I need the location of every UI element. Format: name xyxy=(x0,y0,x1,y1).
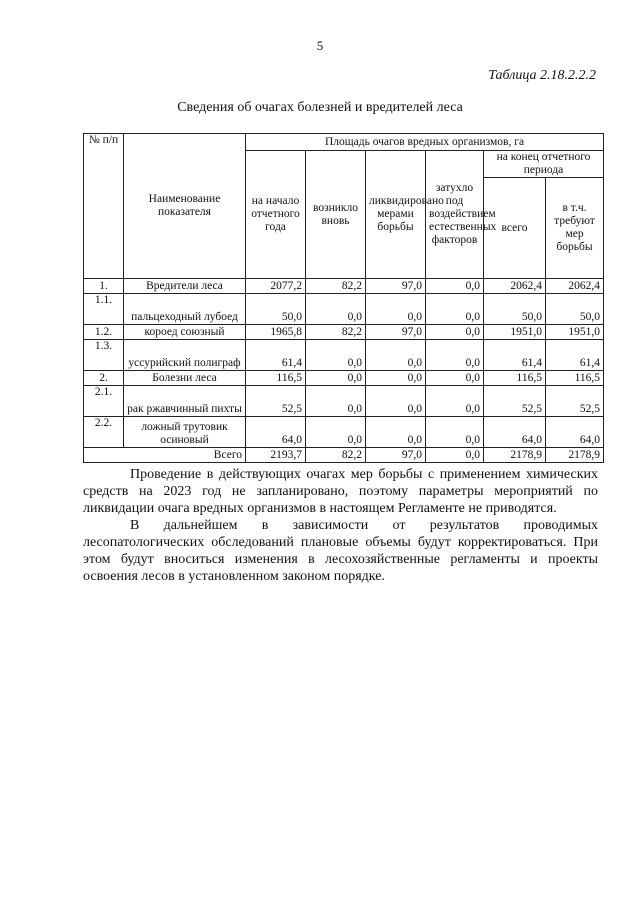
paragraph: В дальнейшем в зависимости от результатов проводимых лесопатологических обследований плановые объемы будут корректироваться. При этом будут вноситься изменения в лесохозяйственные регламенты и проекты освоения лесов в установленном законом порядке. xyxy=(83,518,598,584)
cell-natural: 0,0 xyxy=(426,417,484,448)
table-row xyxy=(84,340,604,371)
header-total: всего xyxy=(484,178,546,279)
row-num: 1.1. xyxy=(84,294,124,325)
row-num: 1.2. xyxy=(84,325,124,340)
cell-new: 82,2 xyxy=(306,448,366,463)
cell-natural: 0,0 xyxy=(426,325,484,340)
cell-eliminated: 0,0 xyxy=(366,417,426,448)
cell-start: 61,4 xyxy=(246,340,306,371)
row-num: 2.1. xyxy=(84,386,124,417)
cell-total: 50,0 xyxy=(484,294,546,325)
paragraph: Проведение в действующих очагах мер борьбы с применением химических средств на 2023 год не запланировано, поэтому параметры мероприятий по ликвидации очага вредных организмов в настоящем Регламенте не приводятся. xyxy=(83,467,598,516)
cell-eliminated: 0,0 xyxy=(366,294,426,325)
header-area: Площадь очагов вредных организмов, га xyxy=(246,134,604,151)
row-num: 1.3. xyxy=(84,340,124,371)
row-name: рак ржавчинный пихты xyxy=(124,386,246,417)
cell-natural: 0,0 xyxy=(426,294,484,325)
cell-total: 1951,0 xyxy=(484,325,546,340)
row-name: Болезни леса xyxy=(124,371,246,386)
header-num: № п/п xyxy=(84,134,124,279)
table-row xyxy=(84,279,604,294)
cell-total: 52,5 xyxy=(484,386,546,417)
page-number: 5 xyxy=(316,38,324,53)
cell-start: 116,5 xyxy=(246,371,306,386)
cell-natural: 0,0 xyxy=(426,448,484,463)
header-end-period: на конец отчетного периода xyxy=(484,151,604,178)
cell-eliminated: 0,0 xyxy=(366,340,426,371)
row-num: 2.2. xyxy=(84,417,124,448)
cell-natural: 0,0 xyxy=(426,371,484,386)
cell-requiring: 61,4 xyxy=(546,340,604,371)
cell-eliminated: 97,0 xyxy=(366,448,426,463)
cell-natural: 0,0 xyxy=(426,386,484,417)
cell-start: 50,0 xyxy=(246,294,306,325)
cell-new: 0,0 xyxy=(306,386,366,417)
cell-new: 0,0 xyxy=(306,340,366,371)
cell-start: 2077,2 xyxy=(246,279,306,294)
row-num: 1. xyxy=(84,279,124,294)
cell-start: 52,5 xyxy=(246,386,306,417)
cell-total: 116,5 xyxy=(484,371,546,386)
cell-total: 64,0 xyxy=(484,417,546,448)
row-name: ложный трутовик осиновый xyxy=(124,417,246,448)
row-num: 2. xyxy=(84,371,124,386)
cell-new: 82,2 xyxy=(306,279,366,294)
cell-start: 1965,8 xyxy=(246,325,306,340)
header-eliminated: ликвидировано мерами борьбы xyxy=(366,151,426,279)
cell-requiring: 52,5 xyxy=(546,386,604,417)
totals-row xyxy=(84,448,604,463)
cell-start: 64,0 xyxy=(246,417,306,448)
cell-requiring: 2062,4 xyxy=(546,279,604,294)
cell-requiring: 1951,0 xyxy=(546,325,604,340)
cell-natural: 0,0 xyxy=(426,340,484,371)
table-row xyxy=(84,417,604,448)
cell-total: 61,4 xyxy=(484,340,546,371)
table-title: Сведения об очагах болезней и вредителей леса xyxy=(177,100,463,115)
cell-requiring: 2178,9 xyxy=(546,448,604,463)
table-row xyxy=(84,386,604,417)
row-name: уссурийский полиграф xyxy=(124,340,246,371)
cell-new: 0,0 xyxy=(306,417,366,448)
header-new: возникло вновь xyxy=(306,151,366,279)
table-reference: Таблица 2.18.2.2.2 xyxy=(488,68,596,83)
table-row xyxy=(84,325,604,340)
row-name: короед союзный xyxy=(124,325,246,340)
row-name: пальцеходный лубоед xyxy=(124,294,246,325)
pest-foci-table xyxy=(83,133,604,463)
header-start: на начало отчетного года xyxy=(246,151,306,279)
cell-total: 2178,9 xyxy=(484,448,546,463)
header-name: Наименование показателя xyxy=(124,134,246,279)
header-natural: затухло под воздействием естественных факторов xyxy=(426,151,484,279)
row-name: Вредители леса xyxy=(124,279,246,294)
cell-requiring: 64,0 xyxy=(546,417,604,448)
cell-new: 82,2 xyxy=(306,325,366,340)
cell-new: 0,0 xyxy=(306,371,366,386)
cell-start: 2193,7 xyxy=(246,448,306,463)
table-row xyxy=(84,294,604,325)
cell-eliminated: 0,0 xyxy=(366,386,426,417)
header-requiring: в т.ч. требуют мер борьбы xyxy=(546,178,604,279)
cell-natural: 0,0 xyxy=(426,279,484,294)
totals-label: Всего xyxy=(84,448,246,463)
cell-requiring: 50,0 xyxy=(546,294,604,325)
cell-eliminated: 97,0 xyxy=(366,325,426,340)
table-row xyxy=(84,371,604,386)
cell-eliminated: 97,0 xyxy=(366,279,426,294)
cell-total: 2062,4 xyxy=(484,279,546,294)
cell-eliminated: 0,0 xyxy=(366,371,426,386)
cell-requiring: 116,5 xyxy=(546,371,604,386)
cell-new: 0,0 xyxy=(306,294,366,325)
body-text xyxy=(83,466,598,585)
